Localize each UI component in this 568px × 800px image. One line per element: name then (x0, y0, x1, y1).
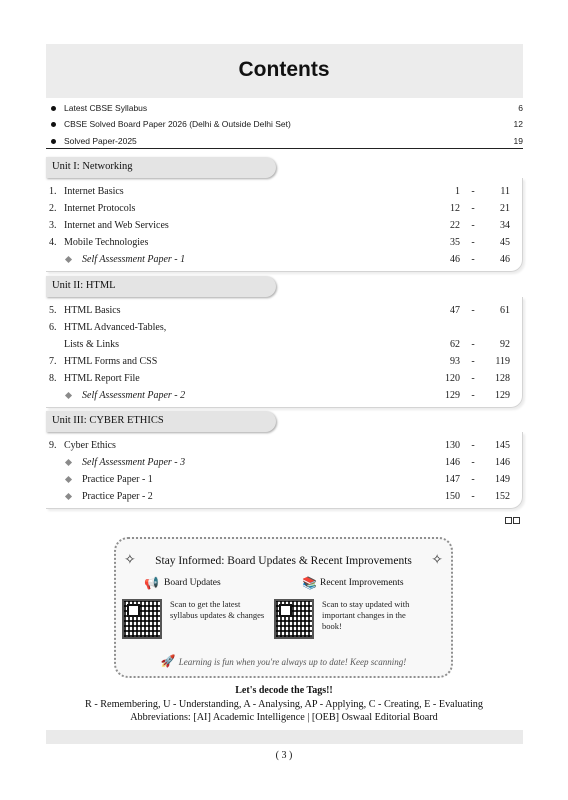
unit-title-pill (46, 411, 276, 432)
tags-title: Let's decode the Tags!! (235, 685, 333, 696)
top-item[interactable] (46, 116, 523, 132)
practice-row[interactable] (46, 488, 522, 505)
abbreviations-line: Abbreviations: [AI] Academic Intelligence | [OEB] Oswaal Editorial Board (130, 712, 438, 723)
page-end: 146 (495, 457, 510, 468)
chapter-title: Internet Protocols (64, 203, 136, 214)
megaphone-icon: 📢 (144, 576, 159, 590)
assessment-title: Self Assessment Paper - 3 (82, 457, 186, 468)
page-end: 34 (500, 220, 510, 231)
practice-row[interactable] (46, 471, 522, 488)
unit-section (46, 411, 523, 509)
board-updates-text: Scan to get the latest syllabus updates & changes (170, 599, 265, 620)
page-end: 149 (495, 474, 510, 485)
recent-improvements-heading: Recent Improvements (320, 578, 404, 588)
page-start: 12 (450, 203, 460, 214)
chapter-row[interactable] (46, 437, 522, 454)
page-end: 21 (500, 203, 510, 214)
chapter-number: 4. (49, 237, 57, 248)
page-dash: - (471, 356, 475, 367)
info-box (114, 537, 453, 678)
page-start: 129 (445, 390, 460, 401)
chapter-row[interactable] (46, 217, 522, 234)
assessment-row[interactable] (46, 251, 522, 268)
info-box-title: Stay Informed: Board Updates & Recent Improvements (155, 555, 412, 567)
info-note-text: Learning is fun when you're always up to date! Keep scanning! (178, 657, 407, 667)
assessment-title: Self Assessment Paper - 1 (82, 254, 186, 265)
chapter-title: Internet and Web Services (64, 220, 169, 231)
top-item-page: 6 (518, 103, 523, 113)
unit-title-pill (46, 276, 276, 297)
chapter-title: HTML Report File (64, 373, 140, 384)
practice-title: Practice Paper - 1 (82, 474, 153, 485)
unit-header (46, 276, 523, 297)
unit-title: Unit III: CYBER ETHICS (52, 415, 164, 426)
improvements-qr-code[interactable] (274, 599, 314, 639)
unit-body (46, 432, 523, 509)
chapter-title: Lists & Links (64, 339, 120, 350)
chapter-number: 8. (49, 373, 57, 384)
diamond-icon (65, 256, 72, 263)
page-dash: - (471, 440, 475, 451)
chapter-number: 7. (49, 356, 57, 367)
page-end: 11 (500, 186, 510, 197)
page-end: 46 (500, 254, 510, 265)
top-item[interactable] (46, 100, 523, 116)
top-list (46, 100, 523, 149)
chapter-title: Cyber Ethics (64, 440, 116, 451)
unit-section (46, 157, 523, 272)
page-start: 22 (450, 220, 460, 231)
page-start: 120 (445, 373, 460, 384)
top-item-label: Latest CBSE Syllabus (64, 103, 148, 113)
bullet-icon (51, 139, 56, 144)
chapter-title: HTML Basics (64, 305, 121, 316)
board-updates-qr-code[interactable] (122, 599, 162, 639)
diamond-icon (65, 392, 72, 399)
chapter-title: Mobile Technologies (64, 237, 149, 248)
page-dash: - (471, 457, 475, 468)
top-item-label: Solved Paper-2025 (64, 135, 137, 146)
page-dash: - (471, 474, 475, 485)
page-end: 152 (495, 491, 510, 502)
chapter-row-continued[interactable] (46, 336, 522, 353)
chapter-row[interactable] (46, 234, 522, 251)
page-start: 146 (445, 457, 460, 468)
page-dash: - (471, 186, 475, 197)
unit-title: Unit I: Networking (52, 161, 133, 172)
chapter-number: 5. (49, 305, 57, 316)
books-icon: 📚 (302, 576, 317, 590)
page-dash: - (471, 237, 475, 248)
chapter-row[interactable] (46, 319, 522, 336)
page-dash: - (471, 373, 475, 384)
chapter-title: HTML Forms and CSS (64, 356, 158, 367)
diamond-icon (65, 476, 72, 483)
page-dash: - (471, 339, 475, 350)
page-start: 150 (445, 491, 460, 502)
chapter-number: 3. (49, 220, 57, 231)
page-end: 119 (495, 356, 510, 367)
top-item-page: 19 (513, 135, 523, 146)
page-dash: - (471, 491, 475, 502)
page-number: ( 3 ) (275, 750, 293, 761)
page-dash: - (471, 390, 475, 401)
diamond-icon (65, 493, 72, 500)
page-end: 92 (500, 339, 510, 350)
unit-header (46, 157, 523, 178)
page-start: 93 (450, 356, 460, 367)
page-start: 130 (445, 440, 460, 451)
chapter-number: 6. (49, 322, 57, 333)
sparkle-icon: ✧ (124, 553, 136, 568)
sparkle-icon: ✧ (431, 553, 443, 568)
chapter-row[interactable] (46, 370, 522, 387)
chapter-row[interactable] (46, 302, 522, 319)
assessment-title: Self Assessment Paper - 2 (82, 390, 186, 401)
top-item-label: CBSE Solved Board Paper 2026 (Delhi & Outside Delhi Set) (64, 119, 291, 130)
assessment-row[interactable] (46, 454, 522, 471)
chapter-number: 2. (49, 203, 57, 214)
chapter-title: HTML Advanced-Tables, (64, 322, 167, 333)
chapter-title: Internet Basics (64, 186, 124, 197)
chapter-number: 9. (49, 440, 57, 451)
page-dash: - (471, 254, 475, 265)
diamond-icon (65, 459, 72, 466)
page-start: 62 (450, 339, 460, 350)
page-start: 1 (455, 186, 460, 197)
page-dash: - (471, 220, 475, 231)
footer-band (46, 730, 523, 744)
divider (46, 148, 523, 149)
page-end: 129 (495, 390, 510, 401)
top-item[interactable] (46, 133, 523, 149)
page-start: 35 (450, 237, 460, 248)
double-square-icon (505, 511, 522, 519)
unit-title: Unit II: HTML (52, 280, 116, 291)
improvements-text: Scan to stay updated with important changes in the book! (322, 599, 410, 631)
page-dash: - (471, 203, 475, 214)
page-dash: - (471, 305, 475, 316)
top-item-page: 12 (513, 119, 523, 130)
chapter-row[interactable] (46, 353, 522, 370)
bullet-icon (51, 122, 56, 127)
page-end: 45 (500, 237, 510, 248)
rocket-icon: 🚀 (160, 654, 176, 668)
info-note (116, 654, 451, 669)
unit-body (46, 178, 523, 272)
page-start: 147 (445, 474, 460, 485)
page-title: Contents (238, 58, 330, 81)
page-start: 46 (450, 254, 460, 265)
board-updates-heading: Board Updates (164, 578, 221, 588)
unit-title-pill (46, 157, 276, 178)
unit-section (46, 276, 523, 408)
page-end: 128 (495, 373, 510, 384)
bullet-icon (51, 106, 56, 111)
tags-legend: R - Remembering, U - Understanding, A - Analysing, AP - Applying, C - Creating, E - Evaluating (84, 699, 483, 710)
chapter-row[interactable] (46, 183, 522, 200)
chapter-row[interactable] (46, 200, 522, 217)
chapter-number: 1. (49, 186, 57, 197)
assessment-row[interactable] (46, 387, 522, 404)
unit-header (46, 411, 523, 432)
page-end: 61 (500, 305, 510, 316)
practice-title: Practice Paper - 2 (82, 491, 153, 502)
page-start: 47 (450, 305, 460, 316)
page-end: 145 (495, 440, 510, 451)
unit-body (46, 297, 523, 408)
